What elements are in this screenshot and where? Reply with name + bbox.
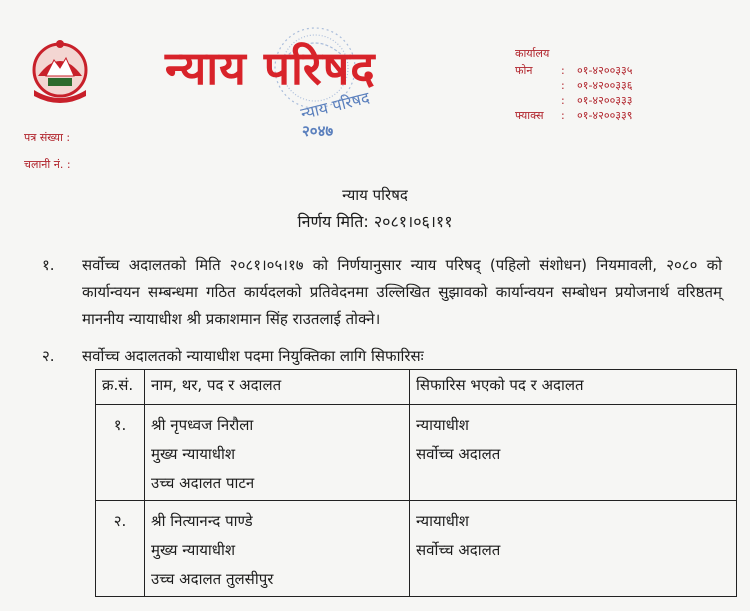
recommended-post: न्यायाधीश [416, 416, 469, 434]
item-number: १. [42, 256, 55, 274]
phone-number: ०१-४२००३३६ [577, 79, 633, 92]
item-text: सर्वोच्च अदालतको मिति २०८१।०५।१७ को निर्णयानुसार न्याय परिषद् (पहिलो संशोधन) नियमावली, २०८० को कार्यान्वयन सम्बन्धमा गठित कार्यदलको प्रतिवेदनमा उल्लिखित सुझावको कार्यान्वयन सम्बोधन प्रयोजनार्थ वरिष्ठतम् माननीय न्यायाधीश श्री प्रकाशमान सिंह राउतलाई तोक्ने। [82, 256, 722, 328]
phone-row: : ०१-४२००३३३ [515, 93, 638, 108]
decision-item [42, 252, 722, 333]
nominee-post: मुख्य न्यायाधीश [151, 445, 236, 463]
recommended-post: न्यायाधीश [416, 512, 469, 530]
recommended-cell [410, 405, 737, 501]
column-header-name: नाम, थर, पद र अदालत [145, 370, 410, 405]
office-label: कार्यालय [515, 47, 550, 60]
seal-year: २०४७ [302, 122, 334, 138]
item-number: २. [42, 347, 55, 365]
serial-number: २. [96, 501, 145, 597]
column-header-sn: क्र.सं. [96, 370, 145, 405]
dispatch-number-label: चलानी नं. : [24, 158, 71, 171]
seal-text: न्याय परिषद [298, 87, 372, 124]
fax-label: फ्याक्स [515, 109, 544, 122]
recommendation-table [95, 369, 737, 597]
nominee-cell [145, 405, 410, 501]
ref-number-label: पत्र संख्या : [24, 131, 71, 144]
serial-number: १. [96, 405, 145, 501]
nominee-cell [145, 501, 410, 597]
fax-number: ०१-४२००३३९ [577, 109, 633, 122]
phone-row: : ०१-४२००३३६ [515, 78, 638, 93]
phone-number: ०१-४२००३३५ [577, 64, 633, 77]
recommended-court: सर्वोच्च अदालत [416, 445, 501, 463]
phone-number: ०१-४२००३३३ [577, 94, 633, 107]
item-text: सर्वोच्च अदालतको न्यायाधीश पदमा नियुक्तिका लागि सिफारिसः [82, 347, 424, 365]
nominee-name: श्री नित्यानन्द पाण्डे [151, 512, 253, 530]
decision-item [42, 343, 722, 370]
contact-table [515, 63, 638, 123]
table-row [96, 405, 737, 501]
column-header-recommended: सिफारिस भएको पद र अदालत [410, 370, 737, 405]
nominee-court: उच्च अदालत पाटन [151, 474, 255, 492]
nepal-emblem-icon [28, 36, 92, 110]
fax-row: फ्याक्स : ०१-४२००३३९ [515, 108, 638, 123]
decision-date: निर्णय मिति: २०८१।०६।११ [297, 212, 453, 231]
recommended-court: सर्वोच्च अदालत [416, 541, 501, 559]
phone-label: फोन [515, 64, 533, 77]
office-contact [515, 46, 638, 123]
nominee-name: श्री नृपध्वज निरौला [151, 416, 254, 434]
nominee-court: उच्च अदालत तुलसीपुर [151, 570, 274, 588]
reference-fields [24, 124, 71, 178]
brand-title: न्याय परिषद [165, 41, 376, 95]
document-heading: न्याय परिषद [342, 186, 408, 204]
table-header-row [96, 370, 737, 405]
nominee-post: मुख्य न्यायाधीश [151, 541, 236, 559]
table-row [96, 501, 737, 597]
phone-row: फोन : ०१-४२००३३५ [515, 63, 638, 78]
recommended-cell [410, 501, 737, 597]
